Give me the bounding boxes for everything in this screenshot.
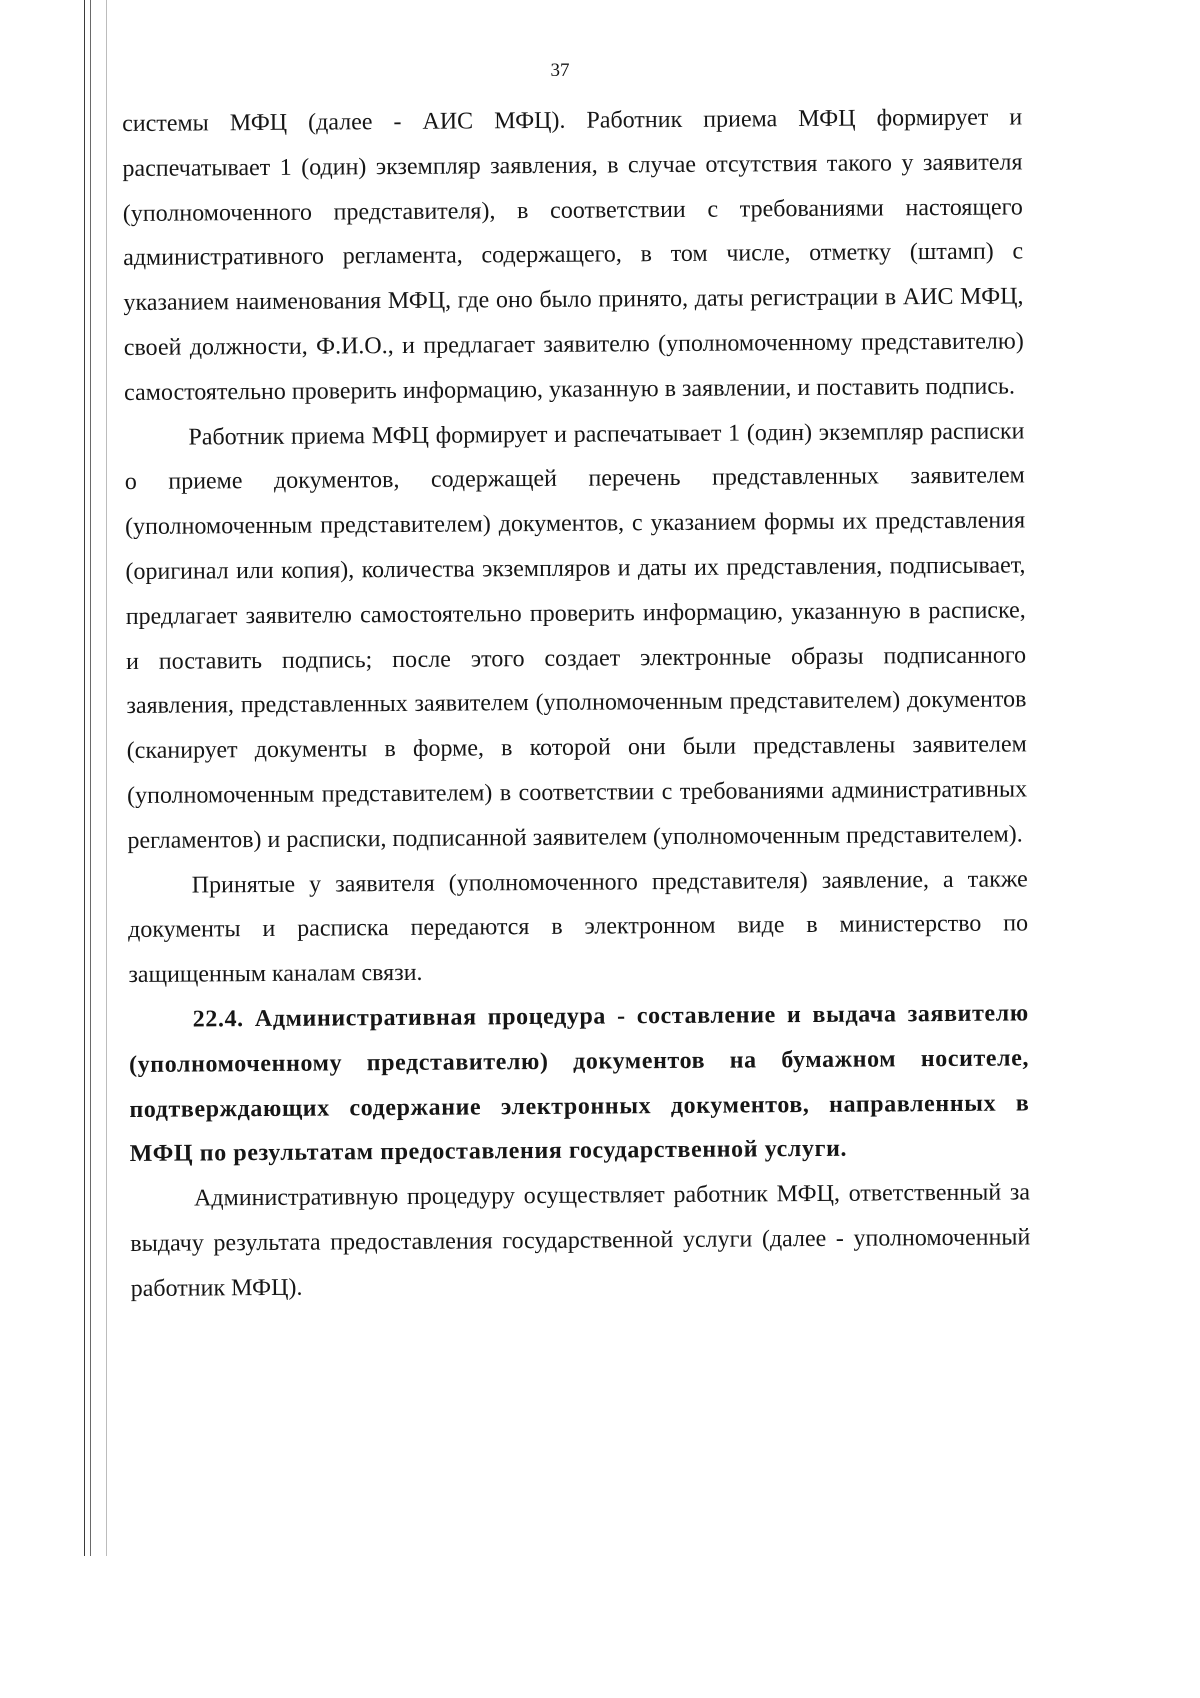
- binding-line-left: [84, 0, 85, 1556]
- paragraph-receipt: Работник приема МФЦ формирует и распечатывает 1 (один) экземпляр расписки о приеме документов, содержащей перечень представленных заявителем (уполномоченным представителем) документов, с указанием формы их представления (оригинал или копия), количества экземпляров и даты их представления, подписывает, предлагает заявителю самостоятельно проверить информацию, указанную в расписке, и поставить подпись; после этого создает электронные образы подписанного заявления, представленных заявителем (уполномоченным представителем) документов (сканирует документы в форме, в которой они были представлены заявителем (уполномоченным представителем) в соответствии с требованиями административных регламентов) и расписки, подписанной заявителем (уполномоченным представителем).: [124, 417, 1028, 854]
- section-heading-22-4: 22.4. Административная процедура - составление и выдача заявителю (уполномоченному представителю) документов на бумажном носителе, подтверждающих содержание электронных документов, направленных в МФЦ по результатам предоставления государственной услуги.: [128, 1000, 1030, 1168]
- page-number: 37: [550, 60, 570, 81]
- document-body: [122, 95, 1031, 1311]
- binding-line-right: [106, 0, 107, 1556]
- paragraph-transfer: Принятые у заявителя (уполномоченного представителя) заявление, а также документы и расписка передаются в электронном виде в министерство по защищенным каналам связи.: [127, 865, 1029, 989]
- paragraph-ais-registration: системы МФЦ (далее - АИС МФЦ). Работник приема МФЦ формирует и распечатывает 1 (один) экземпляр заявления, в случае отсутствия такого у заявителя (уполномоченного представителя), в соответствии с требованиями настоящего административного регламента, содержащего, в том числе, отметку (штамп) с указанием наименования МФЦ, где оно было принято, даты регистрации в АИС МФЦ, своей должности, Ф.И.О., и предлагает заявителю (уполномоченному представителю) самостоятельно проверить информацию, указанную в заявлении, и поставить подпись.: [122, 104, 1024, 406]
- paragraph-responsible-worker: Административную процедуру осуществляет работник МФЦ, ответственный за выдачу результата предоставления государственной услуги (далее - уполномоченный работник МФЦ).: [130, 1179, 1031, 1302]
- binding-line-middle: [90, 0, 91, 1556]
